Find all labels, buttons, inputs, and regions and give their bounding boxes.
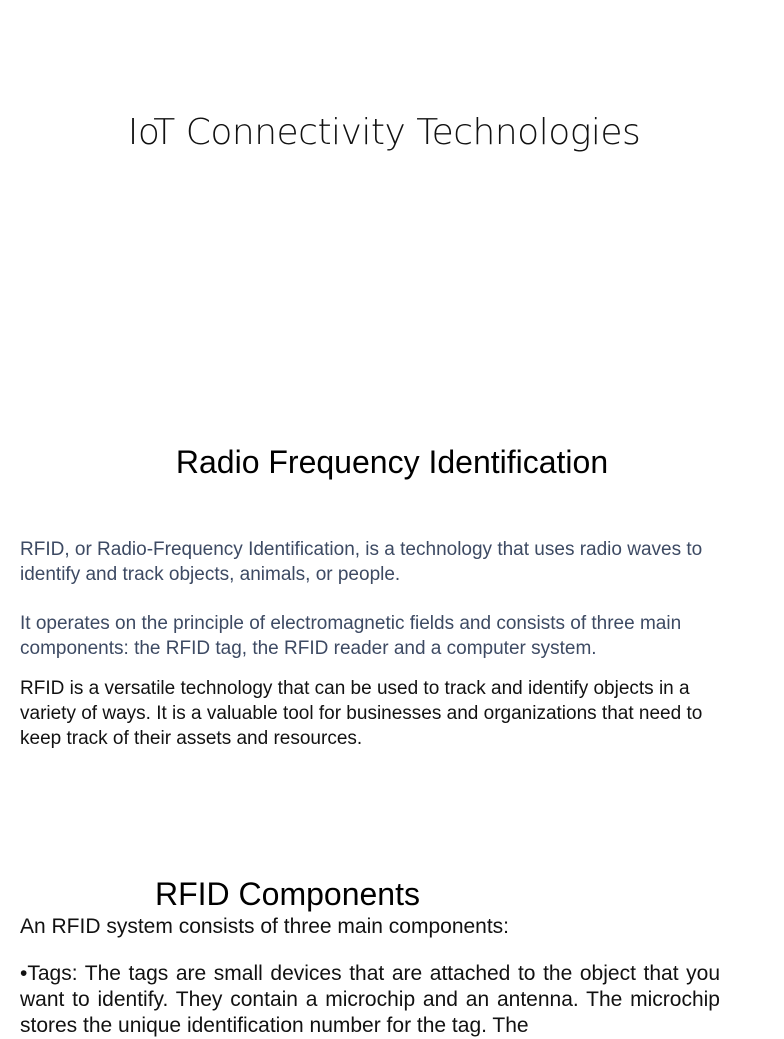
slide-title-iot-connectivity: IoT Connectivity Technologies xyxy=(127,112,641,153)
section-title-rfid: Radio Frequency Identification xyxy=(175,444,609,480)
components-intro-text: An RFID system consists of three main components: xyxy=(20,915,510,938)
rfid-principle-paragraph: It operates on the principle of electromagnetic fields and consists of three main components: the RFID tag, the RFID reader and a computer system. xyxy=(20,613,682,659)
section-title-rfid-components: RFID Components xyxy=(155,876,420,912)
rfid-definition-paragraph: RFID, or Radio-Frequency Identification, is a technology that uses radio waves to identify and track objects, animals, or people. xyxy=(20,539,703,585)
tags-description-text: •Tags: The tags are small devices that are attached to the object that you want to identify. They contain a microchip and an antenna. The microchip stores the unique identification number for the tag. The xyxy=(20,962,720,1037)
rfid-versatility-paragraph: RFID is a versatile technology that can be used to track and identify objects in a variety of ways. It is a valuable tool for businesses and organizations that need to keep track of their assets and resources. xyxy=(20,678,703,749)
